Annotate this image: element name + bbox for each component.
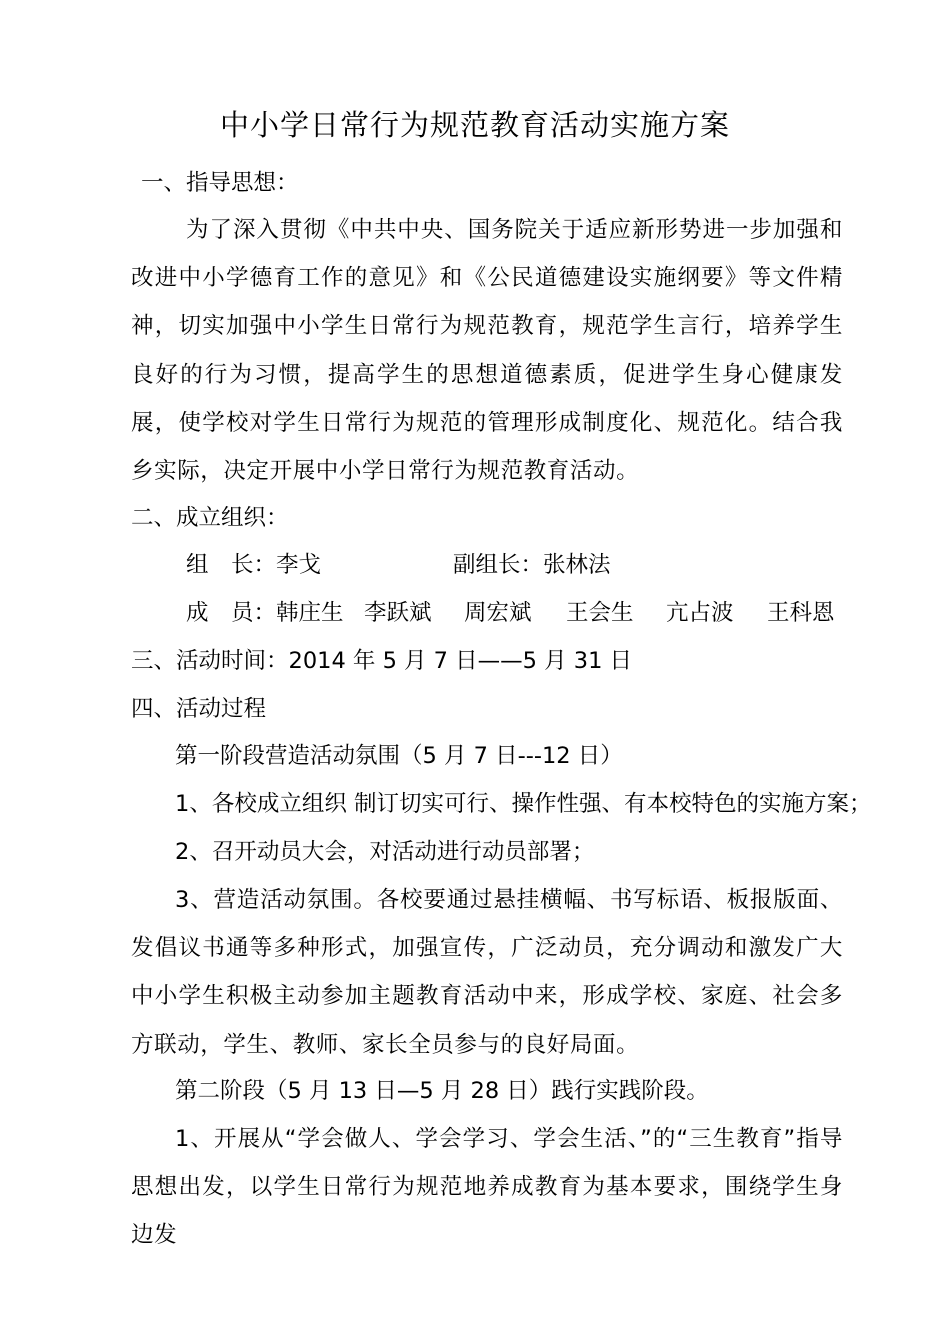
member-name: 王会生 (566, 600, 634, 626)
stage1-item-1: 1、各校成立组织 制订切实可行、操作性强、有本校特色的实施方案； (175, 791, 872, 817)
section-heading-activity-process: 四、活动过程 (131, 696, 267, 722)
member-name: 亢占波 (666, 600, 734, 626)
document-title: 中小学日常行为规范教育活动实施方案 (219, 108, 730, 142)
section-heading-guiding-thought: 一、指导思想： (141, 170, 299, 196)
stage1-heading: 第一阶段营造活动氛围（5 月 7 日---12 日） (175, 743, 623, 769)
section-heading-organization: 二、成立组织： (131, 505, 289, 531)
stage2-item-1: 1、开展从“学会做人、学会学习、学会生活、”的“三生教育”指导思想出发，以学生日常行为规范地养成教育为基本要求，围绕学生身边发 (131, 1126, 843, 1249)
guiding-thought-paragraph: 为了深入贯彻《中共中央、国务院关于适应新形势进一步加强和改进中小学德育工作的意见》和《公民道德建设实施纲要》等文件精神，切实加强中小学生日常行为规范教育，规范学生言行，培养学生良好的行为习惯，提高学生的思想道德素质，促进学生身心健康发展，使学校对学生日常行为规范的管理形成制度化、规范化。结合我乡实际，决定开展中小学日常行为规范教育活动。 (131, 217, 843, 485)
deputy-leader-line: 副组长：张林法 (453, 552, 611, 578)
stage2-heading: 第二阶段（5 月 13 日—5 月 28 日）践行实践阶段。 (175, 1078, 709, 1104)
leader-line: 组 长：李戈 (186, 552, 322, 578)
members-label: 成 员：韩庄生 (186, 600, 344, 626)
member-name: 王科恩 (767, 600, 835, 626)
stage1-item-3: 3、营造活动氛围。各校要通过悬挂横幅、书写标语、板报版面、发倡议书通等多种形式，加强宣传，广泛动员，充分调动和激发广大中小学生积极主动参加主题教育活动中来，形成学校、家庭、社会多方联动，学生、教师、家长全员参与的良好局面。 (131, 887, 843, 1058)
section-heading-activity-time: 三、活动时间：2014 年 5 月 7 日——5 月 31 日 (131, 648, 633, 674)
member-name: 周宏斌 (464, 600, 532, 626)
members-line (186, 596, 344, 630)
member-name: 李跃斌 (364, 600, 432, 626)
stage1-item-2: 2、召开动员大会，对活动进行动员部署； (175, 839, 595, 865)
